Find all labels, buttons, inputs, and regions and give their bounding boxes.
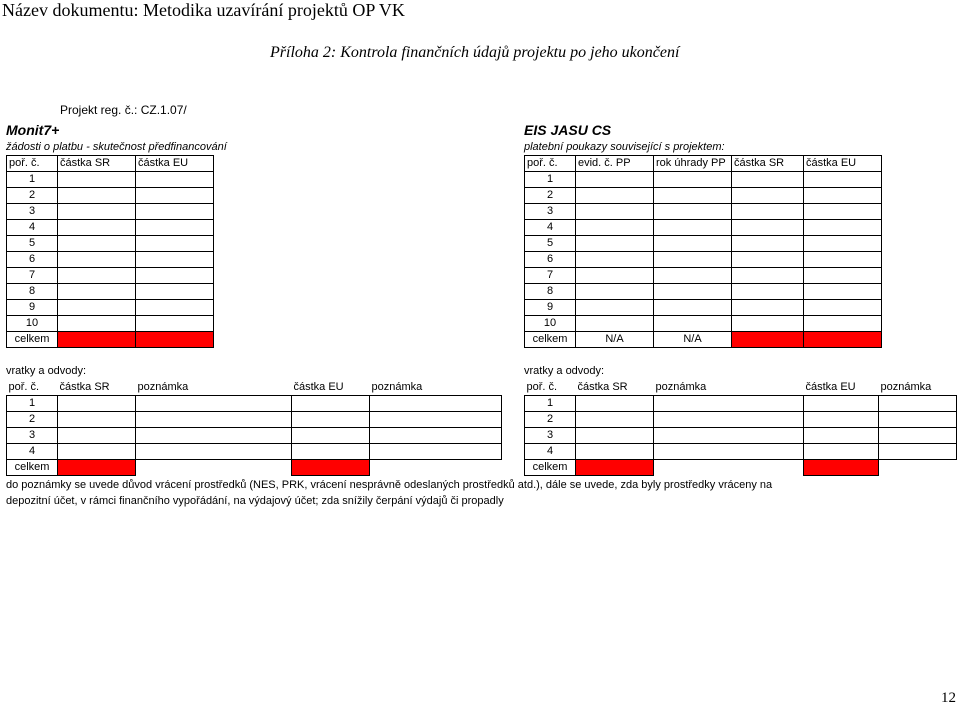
total-label: celkem [525,332,576,348]
total-spacer [136,460,292,476]
column-header: poř. č. [525,156,576,172]
table-row [525,268,882,284]
table-cell [58,204,136,220]
row-number: 1 [525,396,576,412]
table-cell [292,412,370,428]
table-header-row [7,156,214,172]
table-cell [804,252,882,268]
row-number: 1 [7,172,58,188]
row-number: 9 [7,300,58,316]
table-cell [654,268,732,284]
table-cell [732,220,804,236]
table-cell [879,412,957,428]
column-header: poznámka [880,381,932,393]
table-row [525,220,882,236]
table-cell [804,444,879,460]
table-cell [804,428,879,444]
table-cell [654,284,732,300]
table-cell [136,444,292,460]
row-number: 5 [525,236,576,252]
column-header: částka SR [58,156,136,172]
table-cell [292,444,370,460]
returns-right-table [524,380,957,476]
table-cell [732,268,804,284]
total-spacer [879,460,957,476]
table-cell [732,300,804,316]
total-cell [58,460,136,476]
table-cell [576,220,654,236]
table-cell [654,220,732,236]
table-row [7,252,214,268]
table-cell [370,428,502,444]
table-cell [654,396,804,412]
table-cell [879,428,957,444]
table-cell [654,236,732,252]
annex-title: Příloha 2: Kontrola finančních údajů projektu po jeho ukončení [270,44,680,61]
row-number: 7 [7,268,58,284]
row-number: 1 [7,396,58,412]
column-header: částka SR [732,156,804,172]
total-na: N/A [576,332,654,348]
table-cell [804,412,879,428]
table-cell [804,396,879,412]
column-header: poř. č. [8,381,40,393]
table-cell [732,204,804,220]
table-row [525,396,957,412]
returns-left-table [6,380,502,476]
project-reg-number: Projekt reg. č.: CZ.1.07/ [60,103,187,117]
table-cell [576,172,654,188]
table-cell [136,172,214,188]
table-cell [654,444,804,460]
table-cell [58,220,136,236]
table-row [525,252,882,268]
row-number: 8 [7,284,58,300]
row-number: 7 [525,268,576,284]
table-cell [136,396,292,412]
row-number: 4 [525,444,576,460]
total-label: celkem [525,460,576,476]
row-number: 1 [525,172,576,188]
note-line-1: do poznámky se uvede důvod vrácení prostředků (NES, PRK, vrácení nesprávně odeslaných prostředků atd.), dále se uvede, zda byly prostředky vráceny na [6,479,773,491]
total-row [7,460,502,476]
table-cell [58,412,136,428]
total-cell [136,332,214,348]
column-header: evid. č. PP [576,156,654,172]
row-number: 9 [525,300,576,316]
table-cell [732,236,804,252]
column-header: poř. č. [526,381,558,393]
table-cell [732,172,804,188]
table-cell [576,428,654,444]
table-cell [576,204,654,220]
table-row [525,204,882,220]
table-row [7,268,214,284]
table-cell [654,428,804,444]
table-cell [136,268,214,284]
table-cell [58,188,136,204]
table-row [7,220,214,236]
table-row [525,284,882,300]
table-cell [576,444,654,460]
table-row [7,428,502,444]
total-cell [804,332,882,348]
row-number: 3 [7,428,58,444]
table-cell [654,316,732,332]
column-header: částka EU [805,381,856,393]
table-row [7,396,502,412]
table-cell [732,188,804,204]
total-cell [804,460,879,476]
total-spacer [654,460,804,476]
table-cell [58,300,136,316]
table-cell [576,284,654,300]
page-number: 12 [941,690,956,706]
table-row [7,284,214,300]
row-number: 8 [525,284,576,300]
table-cell [136,220,214,236]
table-row [7,204,214,220]
table-row [7,444,502,460]
table-cell [136,412,292,428]
row-number: 3 [525,204,576,220]
table-cell [370,444,502,460]
table-row [525,444,957,460]
table-cell [654,204,732,220]
row-number: 3 [525,428,576,444]
table-row [525,188,882,204]
table-cell [804,204,882,220]
table-row [525,316,882,332]
table-row [7,236,214,252]
table-cell [58,268,136,284]
table-cell [654,300,732,316]
table-cell [576,300,654,316]
total-cell [58,332,136,348]
table-row [7,300,214,316]
table-cell [732,316,804,332]
returns-left-title: vratky a odvody: [6,365,87,377]
monit-table [6,155,214,348]
column-header: poznámka [137,381,189,393]
table-cell [58,444,136,460]
table-cell [576,252,654,268]
table-row [7,412,502,428]
table-header-row [7,380,502,396]
column-header: poznámka [371,381,423,393]
row-number: 2 [7,412,58,428]
table-row [525,236,882,252]
table-cell [804,300,882,316]
table-cell [654,188,732,204]
table-cell [804,284,882,300]
table-row [525,412,957,428]
total-cell [732,332,804,348]
table-cell [804,316,882,332]
table-cell [58,284,136,300]
table-cell [576,236,654,252]
table-row [525,428,957,444]
table-row [525,172,882,188]
table-row [7,172,214,188]
eis-table [524,155,882,348]
row-number: 2 [525,412,576,428]
table-cell [136,300,214,316]
table-cell [370,396,502,412]
table-cell [58,428,136,444]
table-cell [136,316,214,332]
table-cell [804,172,882,188]
table-cell [58,236,136,252]
table-cell [654,172,732,188]
table-header-row [525,380,957,396]
table-cell [136,188,214,204]
table-row [525,300,882,316]
table-cell [370,412,502,428]
row-number: 6 [525,252,576,268]
total-cell [576,460,654,476]
eis-system-name: EIS JASU CS [524,122,612,138]
table-cell [136,204,214,220]
row-number: 6 [7,252,58,268]
table-cell [804,236,882,252]
table-cell [879,396,957,412]
table-cell [576,268,654,284]
column-header: rok úhrady PP [654,156,732,172]
table-row [7,316,214,332]
column-header: částka EU [293,381,344,393]
table-row [7,188,214,204]
table-cell [58,172,136,188]
monit-system-name: Monit7+ [6,122,60,138]
table-cell [136,252,214,268]
column-header: částka EU [804,156,882,172]
table-cell [654,252,732,268]
table-header-row [525,156,882,172]
table-cell [576,188,654,204]
column-header: částka SR [59,381,110,393]
table-cell [654,412,804,428]
total-row [525,460,957,476]
monit-subtitle: žádosti o platbu - skutečnost předfinancování [6,141,227,153]
column-header: poznámka [655,381,707,393]
column-header: částka EU [136,156,214,172]
table-cell [732,252,804,268]
total-row [525,332,882,348]
table-cell [732,284,804,300]
row-number: 10 [7,316,58,332]
column-header: částka SR [577,381,628,393]
total-na: N/A [654,332,732,348]
table-cell [292,428,370,444]
row-number: 3 [7,204,58,220]
total-cell [292,460,370,476]
table-cell [58,252,136,268]
row-number: 2 [7,188,58,204]
returns-right-title: vratky a odvody: [524,365,605,377]
total-row [7,332,214,348]
total-label: celkem [7,332,58,348]
total-label: celkem [7,460,58,476]
note-line-2: depozitní účet, v rámci finančního vypořádání, na výdajový účet; zda snížily čerpání výdajů či propadly [6,495,504,507]
row-number: 4 [525,220,576,236]
row-number: 4 [7,444,58,460]
column-header: poř. č. [7,156,58,172]
document-title: Název dokumentu: Metodika uzavírání projektů OP VK [2,0,405,20]
total-spacer [370,460,502,476]
row-number: 10 [525,316,576,332]
table-cell [136,284,214,300]
row-number: 4 [7,220,58,236]
table-cell [804,268,882,284]
table-cell [58,316,136,332]
table-cell [292,396,370,412]
table-cell [804,188,882,204]
table-cell [804,220,882,236]
row-number: 2 [525,188,576,204]
table-cell [58,396,136,412]
table-cell [576,316,654,332]
eis-subtitle: platební poukazy související s projektem: [524,141,725,153]
table-cell [576,396,654,412]
row-number: 5 [7,236,58,252]
table-cell [576,412,654,428]
table-cell [136,428,292,444]
table-cell [136,236,214,252]
table-cell [879,444,957,460]
